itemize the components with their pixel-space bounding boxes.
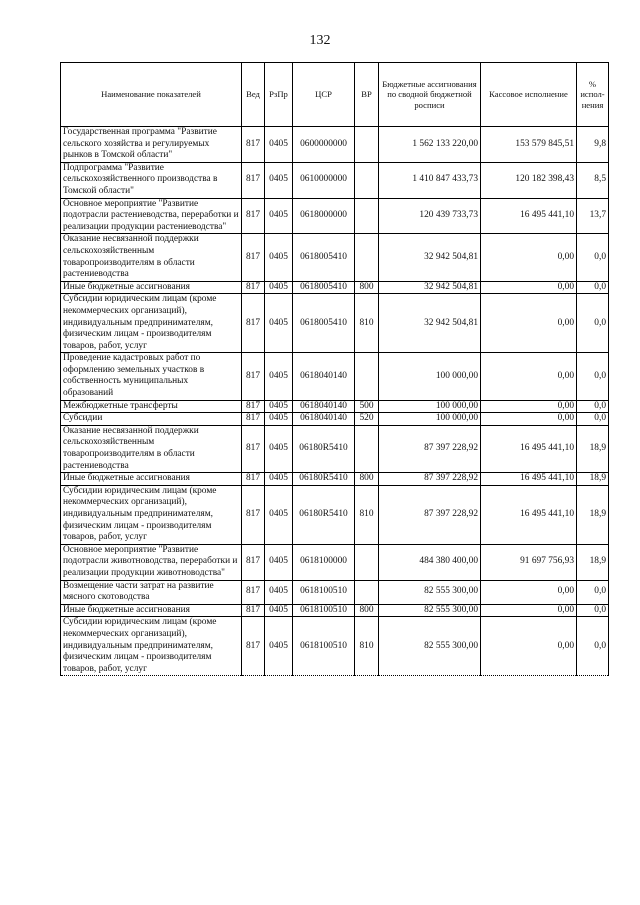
table-row xyxy=(61,294,609,353)
cell-name: Субсидии юридическим лицам (кроме некоммерческих организаций), индивидуальным предпринимателям, физическим лицам - производителям товаров, работ, услуг xyxy=(61,294,242,353)
cell-percent: 0,0 xyxy=(577,413,609,426)
header-name: Наименование показателей xyxy=(61,63,242,127)
cell-budget: 82 555 300,00 xyxy=(379,617,481,676)
cell-csr: 06180R5410 xyxy=(293,485,355,544)
table-header-row xyxy=(61,63,609,127)
cell-percent: 9,8 xyxy=(577,127,609,163)
table-row xyxy=(61,485,609,544)
table-row xyxy=(61,413,609,426)
cell-vr: 810 xyxy=(355,485,379,544)
cell-csr: 0618005410 xyxy=(293,281,355,294)
cell-vr: 520 xyxy=(355,413,379,426)
cell-rzpr: 0405 xyxy=(265,294,293,353)
cell-rzpr: 0405 xyxy=(265,413,293,426)
header-budget: Бюджетные ассигнования по сводной бюджетной росписи xyxy=(379,63,481,127)
cell-vr: 800 xyxy=(355,473,379,486)
cell-name: Основное мероприятие "Развитие подотрасли животноводства, переработки и реализации продукции животноводства" xyxy=(61,544,242,580)
cell-vr: 800 xyxy=(355,281,379,294)
cell-rzpr: 0405 xyxy=(265,198,293,234)
cell-vr: 810 xyxy=(355,294,379,353)
cell-vr xyxy=(355,127,379,163)
cell-cash: 153 579 845,51 xyxy=(481,127,577,163)
cell-percent: 0,0 xyxy=(577,580,609,604)
table-row xyxy=(61,580,609,604)
cell-csr: 0618100510 xyxy=(293,580,355,604)
cell-ved: 817 xyxy=(242,353,265,400)
cell-ved: 817 xyxy=(242,580,265,604)
cell-cash: 16 495 441,10 xyxy=(481,485,577,544)
cell-csr: 0618005410 xyxy=(293,294,355,353)
cell-percent: 0,0 xyxy=(577,281,609,294)
header-ved: Вед xyxy=(242,63,265,127)
cell-csr: 0618100000 xyxy=(293,544,355,580)
cell-csr: 0618100510 xyxy=(293,617,355,676)
table-row xyxy=(61,353,609,400)
cell-csr: 0618040140 xyxy=(293,413,355,426)
cell-rzpr: 0405 xyxy=(265,544,293,580)
table-row xyxy=(61,544,609,580)
cell-rzpr: 0405 xyxy=(265,353,293,400)
cell-rzpr: 0405 xyxy=(265,162,293,198)
table-row xyxy=(61,162,609,198)
cell-name: Основное мероприятие "Развитие подотрасли растениеводства, переработки и реализации продукции растениеводства" xyxy=(61,198,242,234)
cell-budget: 82 555 300,00 xyxy=(379,604,481,617)
cell-ved: 817 xyxy=(242,294,265,353)
table-row xyxy=(61,281,609,294)
cell-rzpr: 0405 xyxy=(265,127,293,163)
cell-cash: 0,00 xyxy=(481,294,577,353)
cell-name: Иные бюджетные ассигнования xyxy=(61,604,242,617)
cell-ved: 817 xyxy=(242,473,265,486)
cell-budget: 100 000,00 xyxy=(379,400,481,413)
cell-ved: 817 xyxy=(242,425,265,472)
cell-ved: 817 xyxy=(242,234,265,281)
cell-vr: 800 xyxy=(355,604,379,617)
cell-budget: 484 380 400,00 xyxy=(379,544,481,580)
cell-budget: 120 439 733,73 xyxy=(379,198,481,234)
cell-rzpr: 0405 xyxy=(265,485,293,544)
cell-cash: 16 495 441,10 xyxy=(481,425,577,472)
cell-csr: 06180R5410 xyxy=(293,425,355,472)
cell-budget: 1 410 847 433,73 xyxy=(379,162,481,198)
table-row xyxy=(61,425,609,472)
header-csr: ЦСР xyxy=(293,63,355,127)
cell-rzpr: 0405 xyxy=(265,580,293,604)
cell-name: Государственная программа "Развитие сельского хозяйства и регулируемых рынков в Томской области" xyxy=(61,127,242,163)
cell-name: Иные бюджетные ассигнования xyxy=(61,281,242,294)
cell-budget: 87 397 228,92 xyxy=(379,473,481,486)
cell-budget: 100 000,00 xyxy=(379,353,481,400)
cell-percent: 13,7 xyxy=(577,198,609,234)
cell-budget: 87 397 228,92 xyxy=(379,485,481,544)
cell-csr: 06180R5410 xyxy=(293,473,355,486)
cell-vr xyxy=(355,580,379,604)
cell-vr xyxy=(355,425,379,472)
cell-cash: 0,00 xyxy=(481,413,577,426)
cell-rzpr: 0405 xyxy=(265,604,293,617)
cell-cash: 91 697 756,93 xyxy=(481,544,577,580)
cell-cash: 0,00 xyxy=(481,353,577,400)
cell-ved: 817 xyxy=(242,544,265,580)
table-body xyxy=(61,127,609,676)
cell-rzpr: 0405 xyxy=(265,617,293,676)
cell-cash: 0,00 xyxy=(481,234,577,281)
cell-name: Субсидии xyxy=(61,413,242,426)
cell-budget: 1 562 133 220,00 xyxy=(379,127,481,163)
cell-vr: 500 xyxy=(355,400,379,413)
cell-budget: 32 942 504,81 xyxy=(379,234,481,281)
cell-ved: 817 xyxy=(242,617,265,676)
cell-ved: 817 xyxy=(242,198,265,234)
budget-execution-table xyxy=(60,62,609,676)
table-row xyxy=(61,198,609,234)
cell-name: Проведение кадастровых работ по оформлению земельных участков в собственность муниципальных образований xyxy=(61,353,242,400)
table-row xyxy=(61,234,609,281)
header-vr: ВР xyxy=(355,63,379,127)
cell-percent: 18,9 xyxy=(577,544,609,580)
cell-name: Иные бюджетные ассигнования xyxy=(61,473,242,486)
cell-budget: 82 555 300,00 xyxy=(379,580,481,604)
cell-ved: 817 xyxy=(242,413,265,426)
cell-percent: 18,9 xyxy=(577,473,609,486)
cell-percent: 18,9 xyxy=(577,485,609,544)
cell-name: Субсидии юридическим лицам (кроме некоммерческих организаций), индивидуальным предпринимателям, физическим лицам - производителям товаров, работ, услуг xyxy=(61,617,242,676)
cell-budget: 100 000,00 xyxy=(379,413,481,426)
header-cash: Кассовое исполнение xyxy=(481,63,577,127)
cell-ved: 817 xyxy=(242,162,265,198)
cell-rzpr: 0405 xyxy=(265,281,293,294)
cell-percent: 0,0 xyxy=(577,234,609,281)
cell-rzpr: 0405 xyxy=(265,425,293,472)
cell-ved: 817 xyxy=(242,127,265,163)
cell-vr xyxy=(355,234,379,281)
cell-rzpr: 0405 xyxy=(265,234,293,281)
cell-rzpr: 0405 xyxy=(265,400,293,413)
cell-budget: 32 942 504,81 xyxy=(379,281,481,294)
cell-percent: 0,0 xyxy=(577,294,609,353)
table-row xyxy=(61,400,609,413)
cell-csr: 0618040140 xyxy=(293,353,355,400)
table-row xyxy=(61,127,609,163)
cell-percent: 18,9 xyxy=(577,425,609,472)
cell-vr: 810 xyxy=(355,617,379,676)
header-percent: % испол-нения xyxy=(577,63,609,127)
cell-name: Подпрограмма "Развитие сельскохозяйственного производства в Томской области" xyxy=(61,162,242,198)
cell-percent: 0,0 xyxy=(577,353,609,400)
cell-percent: 0,0 xyxy=(577,400,609,413)
cell-budget: 87 397 228,92 xyxy=(379,425,481,472)
cell-vr xyxy=(355,198,379,234)
cell-name: Межбюджетные трансферты xyxy=(61,400,242,413)
table-row xyxy=(61,617,609,676)
cell-percent: 0,0 xyxy=(577,604,609,617)
cell-percent: 0,0 xyxy=(577,617,609,676)
cell-cash: 120 182 398,43 xyxy=(481,162,577,198)
cell-name: Оказание несвязанной поддержки сельскохозяйственным товаропроизводителям в области растениеводства xyxy=(61,425,242,472)
header-rzpr: РзПр xyxy=(265,63,293,127)
cell-vr xyxy=(355,544,379,580)
cell-cash: 16 495 441,10 xyxy=(481,198,577,234)
cell-vr xyxy=(355,162,379,198)
page-number: 132 xyxy=(309,33,331,48)
cell-csr: 0618000000 xyxy=(293,198,355,234)
cell-csr: 0618005410 xyxy=(293,234,355,281)
cell-ved: 817 xyxy=(242,604,265,617)
cell-cash: 0,00 xyxy=(481,580,577,604)
cell-percent: 8,5 xyxy=(577,162,609,198)
cell-budget: 32 942 504,81 xyxy=(379,294,481,353)
cell-ved: 817 xyxy=(242,400,265,413)
cell-rzpr: 0405 xyxy=(265,473,293,486)
cell-csr: 0618040140 xyxy=(293,400,355,413)
cell-ved: 817 xyxy=(242,281,265,294)
cell-name: Возмещение части затрат на развитие мясного скотоводства xyxy=(61,580,242,604)
cell-csr: 0600000000 xyxy=(293,127,355,163)
table-row xyxy=(61,604,609,617)
cell-cash: 16 495 441,10 xyxy=(481,473,577,486)
cell-cash: 0,00 xyxy=(481,617,577,676)
cell-ved: 817 xyxy=(242,485,265,544)
cell-vr xyxy=(355,353,379,400)
cell-csr: 0618100510 xyxy=(293,604,355,617)
cell-cash: 0,00 xyxy=(481,604,577,617)
cell-cash: 0,00 xyxy=(481,400,577,413)
cell-name: Оказание несвязанной поддержки сельскохозяйственным товаропроизводителям в области растениеводства xyxy=(61,234,242,281)
table-row xyxy=(61,473,609,486)
cell-csr: 0610000000 xyxy=(293,162,355,198)
cell-name: Субсидии юридическим лицам (кроме некоммерческих организаций), индивидуальным предпринимателям, физическим лицам - производителям товаров, работ, услуг xyxy=(61,485,242,544)
cell-cash: 0,00 xyxy=(481,281,577,294)
